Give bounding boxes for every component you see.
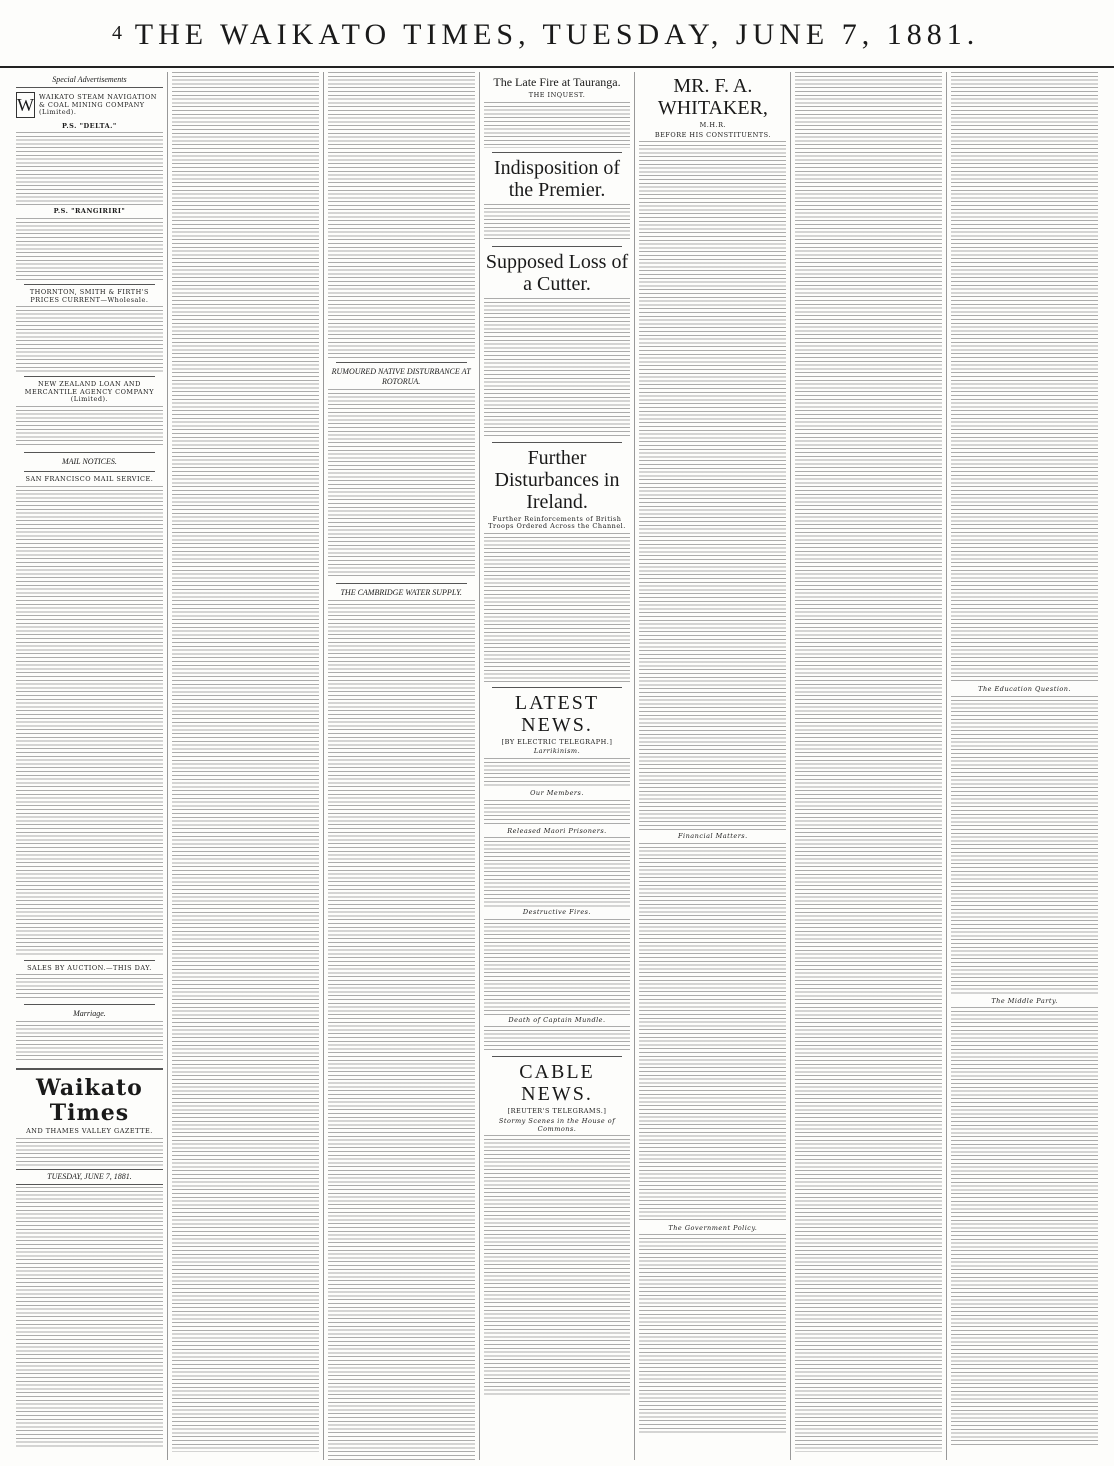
financial-heading: Financial Matters. (678, 832, 748, 841)
ads-header: Special Advertisements (16, 75, 163, 88)
column-2-text (172, 72, 319, 1452)
w-initial-icon: W (16, 92, 35, 118)
constituents-heading: BEFORE HIS CONSTITUENTS. (654, 130, 771, 139)
cutter-text (484, 298, 631, 438)
column-7-text-c (951, 1007, 1098, 1447)
prices-text (16, 306, 163, 372)
loan-text (16, 406, 163, 448)
fires-text (484, 919, 631, 1015)
sf-mail-heading: SAN FRANCISCO MAIL SERVICE. (25, 474, 154, 483)
column-5-text-a (639, 141, 786, 831)
column-3-text-c (328, 600, 475, 1460)
cable-text (484, 1135, 631, 1395)
water-supply-heading: THE CAMBRIDGE WATER SUPPLY. (340, 588, 462, 597)
column-7 (947, 72, 1102, 1460)
mundle-text (484, 1026, 631, 1052)
cable-news-heading: CABLE NEWS. (519, 1061, 595, 1106)
column-5-text-b (639, 843, 786, 1223)
premier-text (484, 204, 631, 242)
ship-delta: P.S. "DELTA." (62, 121, 117, 130)
latest-news-sub: [BY ELECTRIC TELEGRAPH.] (501, 737, 613, 746)
rotorua-heading: RUMOURED NATIVE DISTURBANCE AT ROTORUA. (331, 367, 471, 386)
timetable-text (16, 132, 163, 206)
commons-heading: Stormy Scenes in the House of Commons. (498, 1116, 616, 1133)
masthead-title: THE WAIKATO TIMES, TUESDAY, JUNE 7, 1881. (134, 18, 980, 51)
column-3-text-b (328, 389, 475, 579)
column-2 (168, 72, 324, 1460)
company-logo (16, 92, 163, 119)
whitaker-heading: MR. F. A. WHITAKER, (657, 75, 768, 119)
column-5-text-c (639, 1234, 786, 1434)
column-5 (635, 72, 791, 1460)
loan-advert: NEW ZEALAND LOAN AND MERCANTILE AGENCY COMPANY (Limited). (24, 380, 155, 404)
marriage-text (16, 1021, 163, 1063)
cable-news-sub: [REUTER'S TELEGRAMS.] (507, 1107, 607, 1116)
larrikinism-heading: Larrikinism. (533, 747, 581, 756)
columns (12, 72, 1102, 1460)
members-text (484, 800, 631, 826)
fires-heading: Destructive Fires. (522, 908, 592, 917)
ireland-text (484, 533, 631, 683)
larrikinism-text (484, 758, 631, 788)
prisoners-heading: Released Maori Prisoners. (507, 826, 607, 835)
column-7-text-b (951, 696, 1098, 996)
column-6-text (795, 72, 942, 1452)
prices-advert: THORNTON, SMITH & FIRTH'S PRICES CURRENT—Wholesale. (29, 287, 150, 304)
education-heading: The Education Question. (978, 685, 1072, 693)
our-members-heading: Our Members. (530, 788, 584, 797)
ireland-subheading: Further Reinforcements of British Troops Ordered Across the Channel. (488, 514, 626, 531)
column-6 (791, 72, 947, 1460)
ireland-heading: Further Disturbances in Ireland. (494, 446, 620, 513)
column-4 (480, 72, 636, 1460)
mail-text (16, 486, 163, 956)
whitaker-title: M.H.R. (699, 121, 727, 129)
masthead (0, 18, 1114, 68)
column-3 (324, 72, 480, 1460)
paper-date: TUESDAY, JUNE 7, 1881. (16, 1169, 163, 1185)
premier-heading: Indisposition of the Premier. (493, 156, 621, 201)
column-7-text-a (951, 72, 1098, 684)
paper-name: Waikato Times (36, 1075, 143, 1127)
paper-subtitle: AND THAMES VALLEY GAZETTE. (26, 1127, 153, 1136)
middle-party-heading: The Middle Party. (991, 996, 1058, 1005)
paper-motto (16, 1138, 163, 1166)
govt-policy-heading: The Government Policy. (668, 1223, 758, 1232)
fire-text (484, 102, 631, 148)
mail-notices: MAIL NOTICES. (61, 456, 117, 466)
marriage-heading: Marriage. (73, 1009, 106, 1019)
column-1 (12, 72, 168, 1460)
column-3-text-a (328, 72, 475, 358)
editorial-text (16, 1187, 163, 1447)
cutter-heading: Supposed Loss of a Cutter. (485, 250, 629, 295)
tauranga-fire-heading: The Late Fire at Tauranga. (493, 75, 621, 89)
mundle-heading: Death of Captain Mundle. (508, 1015, 606, 1024)
ship-rangiriri: P.S. "RANGIRIRI" (53, 207, 126, 216)
latest-news-heading: LATEST NEWS. (514, 691, 600, 736)
rangiriri-text (16, 218, 163, 280)
company-name: WAIKATO STEAM NAVIGATION & COAL MINING COMPANY (Limited). (39, 93, 157, 117)
inquest-heading: THE INQUEST. (528, 91, 586, 99)
auction-heading: SALES BY AUCTION.—THIS DAY. (27, 963, 152, 972)
page-number: 4 (112, 22, 122, 44)
auction-text (16, 974, 163, 1000)
prisoners-text (484, 837, 631, 907)
